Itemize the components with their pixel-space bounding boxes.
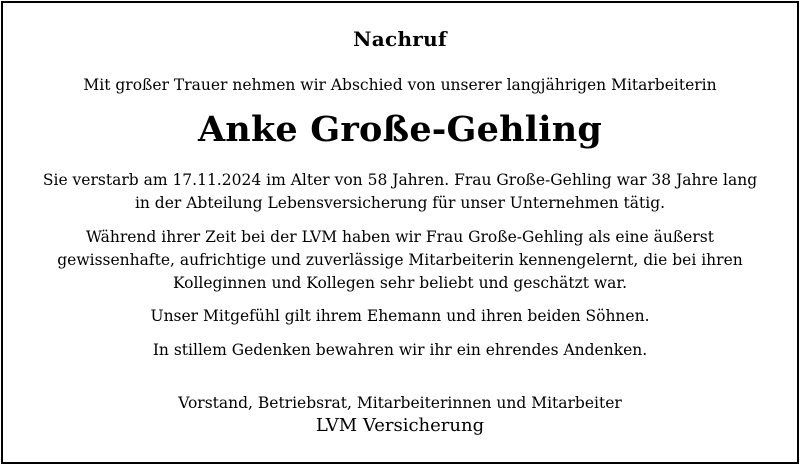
paragraph-2-line-3: Kolleginnen und Kollegen sehr beliebt und geschätzt war. [172,274,628,292]
paragraph-2-line-2: gewissenhafte, aufrichtige und zuverlässige Mitarbeiterin kennengelernt, die bei ihren [57,251,743,269]
paragraph-1-line-1: Sie verstarb am 17.11.2024 im Alter von 58 Jahren. Frau Große-Gehling war 38 Jahre lang [42,171,758,189]
deceased-name: Anke Große-Gehling [197,109,603,150]
signature-group: Vorstand, Betriebsrat, Mitarbeiterinnen und Mitarbeiter [178,394,622,412]
notice-heading: Nachruf [353,27,447,51]
paragraph-3: Unser Mitgefühl gilt ihrem Ehemann und ihren beiden Söhnen. [150,307,650,325]
signature-company: LVM Versicherung [315,415,485,436]
paragraph-1-line-2: in der Abteilung Lebensversicherung für unser Unternehmen tätig. [134,194,666,212]
paragraph-4: In stillem Gedenken bewahren wir ihr ein ehrendes Andenken. [152,341,648,359]
paragraph-2-line-1: Während ihrer Zeit bei der LVM haben wir Frau Große-Gehling als eine äußerst [86,228,714,246]
intro-text: Mit großer Trauer nehmen wir Abschied von unserer langjährigen Mitarbeiterin [83,76,717,94]
